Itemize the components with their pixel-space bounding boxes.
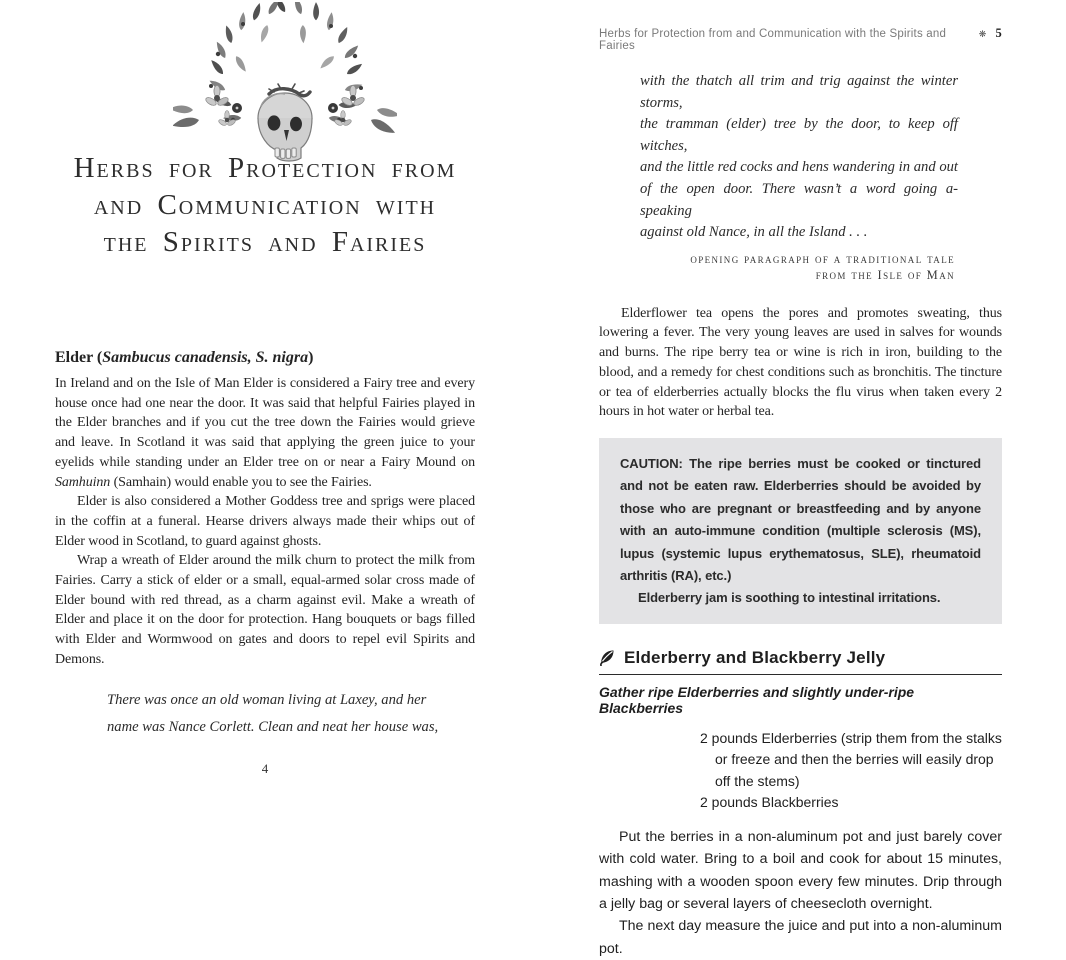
flower-ornament-icon: ❋ (978, 30, 987, 40)
recipe-subtitle: Gather ripe Elderberries and slightly under-ripe Blackberries (599, 683, 915, 716)
quote-line: with the thatch all trim and trig against the winter storms, (640, 73, 958, 111)
caution-text: CAUTION: The ripe berries must be cooked or tinctured and not be eaten raw. Elderberries should be avoided by those who are pregnant or breastfeeding and by anyone with an auto-immune condition (multiple sclerosis (MS), lupus (systemic lupus erythematosus, SLE), rheumatoid arthritis (RA), etc.) (620, 455, 981, 583)
quote-line: name was Nance Corlett. Clean and neat her house was, (107, 718, 439, 735)
latin-name: Sambucus canadensis, S. nigra (102, 349, 309, 366)
chapter-title-line: the Spirits and Fairies (103, 226, 427, 258)
paragraph-mother-goddess: Elder is also considered a Mother Goddess tree and sprigs were placed in the coffin at a funeral. Hearse drivers always made their whips out of Elder wood in Scotland, to guard against ghosts. (55, 494, 475, 549)
caution-box (599, 438, 1002, 624)
attribution-line: opening paragraph of a traditional tale (690, 251, 955, 266)
paragraph-elderflower-tea: Elderflower tea opens the pores and promotes sweating, thus lowering a fever. The very young leaves are used in salves for wounds and burns. The ripe berry tea or wine is rich in iron, building to the blood, and a remedy for chest conditions such as bronchitis. The tincture or tea of elderberries actually blocks the flu virus when taken every 2 hours in hot water or herbal tea. (599, 305, 1002, 420)
ingredient-item: 2 pounds Blackberries (700, 794, 839, 811)
chapter-title (37, 150, 493, 261)
caution-label: CAUTION: (620, 455, 683, 471)
recipe-instructions: Put the berries in a non-aluminum pot and just barely cover with cold water. Bring to a boil and cook for about 15 minutes, mashing with a wooden spoon every few minutes. Drip through a jelly bag or several layers of cheesecloth overnight. (599, 828, 1002, 913)
quote-line: against old Nance, in all the Island . . . (640, 224, 868, 241)
tale-quote-start (107, 687, 447, 741)
running-header-text: Herbs for Protection from and Communication with the Spirits and Fairies (599, 28, 947, 52)
paragraph-wreath-charms: Wrap a wreath of Elder around the milk churn to protect the milk from Fairies. Carry a stick of elder or a small, equal-armed solar cross made of Elder bound with red thread, as a charm against evil. Make a wreath of Elder and place it on the door for protection. Hang bouquets or bags filled with Elder and Wormwood on gates and doors to repel evil Spirits and Demons. (55, 553, 475, 667)
section-heading-elder: Elder (Sambucus canadensis, S. nigra) (55, 349, 314, 366)
quote-line: of the open door. There wasn’t a word going a-speaking (640, 180, 958, 219)
quote-line: There was once an old woman living at Laxey, and her (107, 691, 427, 708)
leaf-icon (599, 649, 616, 666)
page-number-right: 5 (995, 26, 1002, 40)
caution-note: Elderberry jam is soothing to intestinal irritations. (638, 590, 941, 606)
tale-quote-continuation (640, 71, 958, 244)
left-page (55, 0, 475, 800)
quote-line: the tramman (elder) tree by the door, to keep off witches, (640, 116, 958, 154)
left-page-body (55, 347, 475, 777)
recipe-heading (599, 648, 1002, 675)
quote-attribution (599, 251, 955, 283)
chapter-title-line: and Communication with (93, 189, 437, 221)
recipe-instructions-continued: The next day measure the juice and put into a non-aluminum pot. (599, 918, 1002, 957)
quote-line: and the little red cocks and hens wandering in and out (640, 159, 958, 176)
wreath-skull-illustration (173, 2, 397, 168)
page-number-left: 4 (261, 760, 269, 776)
paragraph-elder-fairy-tree: In Ireland and on the Isle of Man Elder is considered a Fairy tree and every house once had one near the door. It was said that helpful Fairies played in the Elder branches and if you cut the tree down the Fairies would grieve and leave. In Scotland it was said that applying the green juice to your eyelids while standing under an Elder tree on or near a Fairy Mound on Samhuinn (Samhain) would enable you to see the Fairies. (55, 376, 475, 490)
running-header (599, 26, 1002, 52)
recipe-title: Elderberry and Blackberry Jelly (624, 647, 886, 667)
wreath-skull-icon (173, 2, 397, 168)
ingredient-item: 2 pounds Elderberries (strip them from the stalks or freeze and then the berries will easily drop off the stems) (700, 729, 1002, 789)
ingredient-list (599, 728, 1002, 814)
attribution-line: from the Isle of Man (815, 267, 955, 282)
recipe-section (599, 648, 1002, 960)
right-page (599, 0, 1002, 957)
chapter-title-line: Herbs for Protection from (73, 152, 457, 184)
italic-term: Samhuinn (55, 474, 111, 490)
